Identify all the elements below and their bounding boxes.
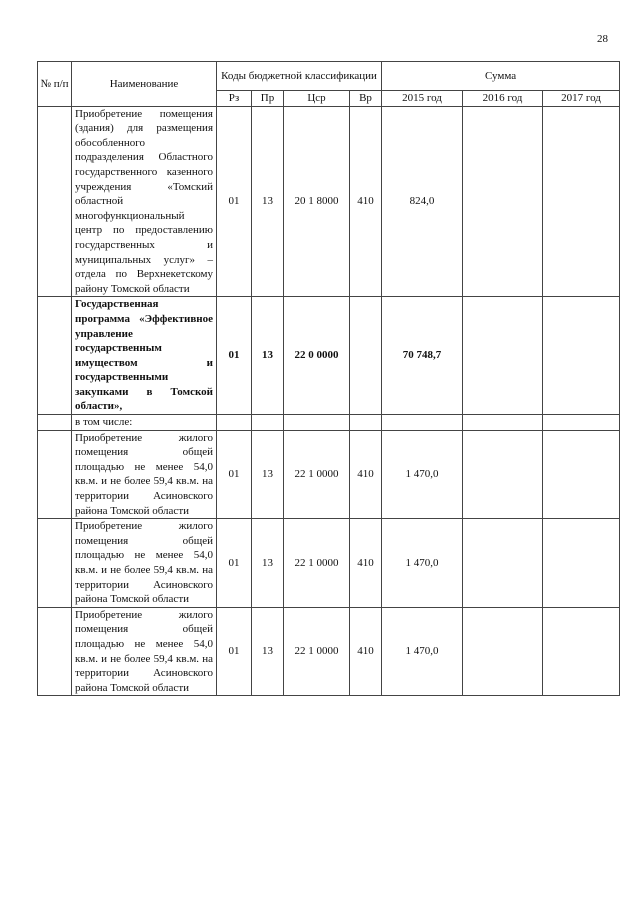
table-row bbox=[38, 415, 620, 431]
row-vr: 410 bbox=[350, 519, 382, 608]
row-name: Приобретение жилого помещения общей площадью не менее 54,0 кв.м. и не более 59,4 кв.м. на территории Асиновского района Томской области bbox=[72, 430, 217, 519]
row-csr: 22 0 0000 bbox=[284, 297, 350, 415]
header-num: № п/п bbox=[38, 62, 72, 107]
row-csr: 22 1 0000 bbox=[284, 430, 350, 519]
table-row bbox=[38, 106, 620, 297]
row-vr bbox=[350, 415, 382, 431]
row-rz: 01 bbox=[217, 106, 252, 297]
row-rz: 01 bbox=[217, 430, 252, 519]
row-csr: 22 1 0000 bbox=[284, 519, 350, 608]
header-sum-group: Сумма bbox=[382, 62, 620, 91]
row-rz: 01 bbox=[217, 297, 252, 415]
page-number: 28 bbox=[597, 33, 608, 45]
row-rz bbox=[217, 415, 252, 431]
row-pr: 13 bbox=[252, 607, 284, 696]
header-rz: Рз bbox=[217, 91, 252, 107]
header-2017: 2017 год bbox=[543, 91, 620, 107]
row-rz: 01 bbox=[217, 519, 252, 608]
row-name: Приобретение жилого помещения общей площадью не менее 54,0 кв.м. и не более 59,4 кв.м. на территории Асиновского района Томской области bbox=[72, 519, 217, 608]
row-vr: 410 bbox=[350, 607, 382, 696]
row-num bbox=[38, 106, 72, 297]
row-csr: 20 1 8000 bbox=[284, 106, 350, 297]
row-pr: 13 bbox=[252, 430, 284, 519]
table-row bbox=[38, 297, 620, 415]
row-vr: 410 bbox=[350, 430, 382, 519]
row-2015: 824,0 bbox=[382, 106, 463, 297]
row-2016 bbox=[463, 106, 543, 297]
row-2017 bbox=[543, 519, 620, 608]
row-pr: 13 bbox=[252, 297, 284, 415]
row-2015: 1 470,0 bbox=[382, 430, 463, 519]
row-name: в том числе: bbox=[72, 415, 217, 431]
row-num bbox=[38, 607, 72, 696]
row-vr: 410 bbox=[350, 106, 382, 297]
row-name: Приобретение помещения (здания) для размещения обособленного подразделения Областного государственного казенного учреждения «Томский областной многофункциональный центр по предоставлению государственных и муниципальных услуг» – отдела по Верхнекетскому району Томской области bbox=[72, 106, 217, 297]
row-2015: 1 470,0 bbox=[382, 607, 463, 696]
row-2015: 70 748,7 bbox=[382, 297, 463, 415]
row-num bbox=[38, 519, 72, 608]
row-2017 bbox=[543, 607, 620, 696]
row-name: Приобретение жилого помещения общей площадью не менее 54,0 кв.м. и не более 59,4 кв.м. на территории Асиновского района Томской области bbox=[72, 607, 217, 696]
row-pr bbox=[252, 415, 284, 431]
header-row-top bbox=[38, 62, 620, 91]
table-row bbox=[38, 607, 620, 696]
row-2017 bbox=[543, 297, 620, 415]
row-2017 bbox=[543, 106, 620, 297]
row-csr bbox=[284, 415, 350, 431]
table-row bbox=[38, 519, 620, 608]
header-pr: Пр bbox=[252, 91, 284, 107]
header-vr: Вр bbox=[350, 91, 382, 107]
row-2017 bbox=[543, 430, 620, 519]
row-num bbox=[38, 430, 72, 519]
row-pr: 13 bbox=[252, 106, 284, 297]
row-vr bbox=[350, 297, 382, 415]
header-csr: Цср bbox=[284, 91, 350, 107]
row-2015: 1 470,0 bbox=[382, 519, 463, 608]
row-2016 bbox=[463, 297, 543, 415]
row-2016 bbox=[463, 519, 543, 608]
row-csr: 22 1 0000 bbox=[284, 607, 350, 696]
row-num bbox=[38, 415, 72, 431]
table-row bbox=[38, 430, 620, 519]
row-name: Государственная программа «Эффективное управление государственным имуществом и государственными закупками в Томской области», bbox=[72, 297, 217, 415]
row-num bbox=[38, 297, 72, 415]
budget-table bbox=[37, 61, 620, 696]
row-pr: 13 bbox=[252, 519, 284, 608]
header-2016: 2016 год bbox=[463, 91, 543, 107]
header-codes-group: Коды бюджетной классификации bbox=[217, 62, 382, 91]
header-name: Наименование bbox=[72, 62, 217, 107]
row-2016 bbox=[463, 430, 543, 519]
row-2015 bbox=[382, 415, 463, 431]
row-2016 bbox=[463, 607, 543, 696]
row-2017 bbox=[543, 415, 620, 431]
header-2015: 2015 год bbox=[382, 91, 463, 107]
row-rz: 01 bbox=[217, 607, 252, 696]
row-2016 bbox=[463, 415, 543, 431]
